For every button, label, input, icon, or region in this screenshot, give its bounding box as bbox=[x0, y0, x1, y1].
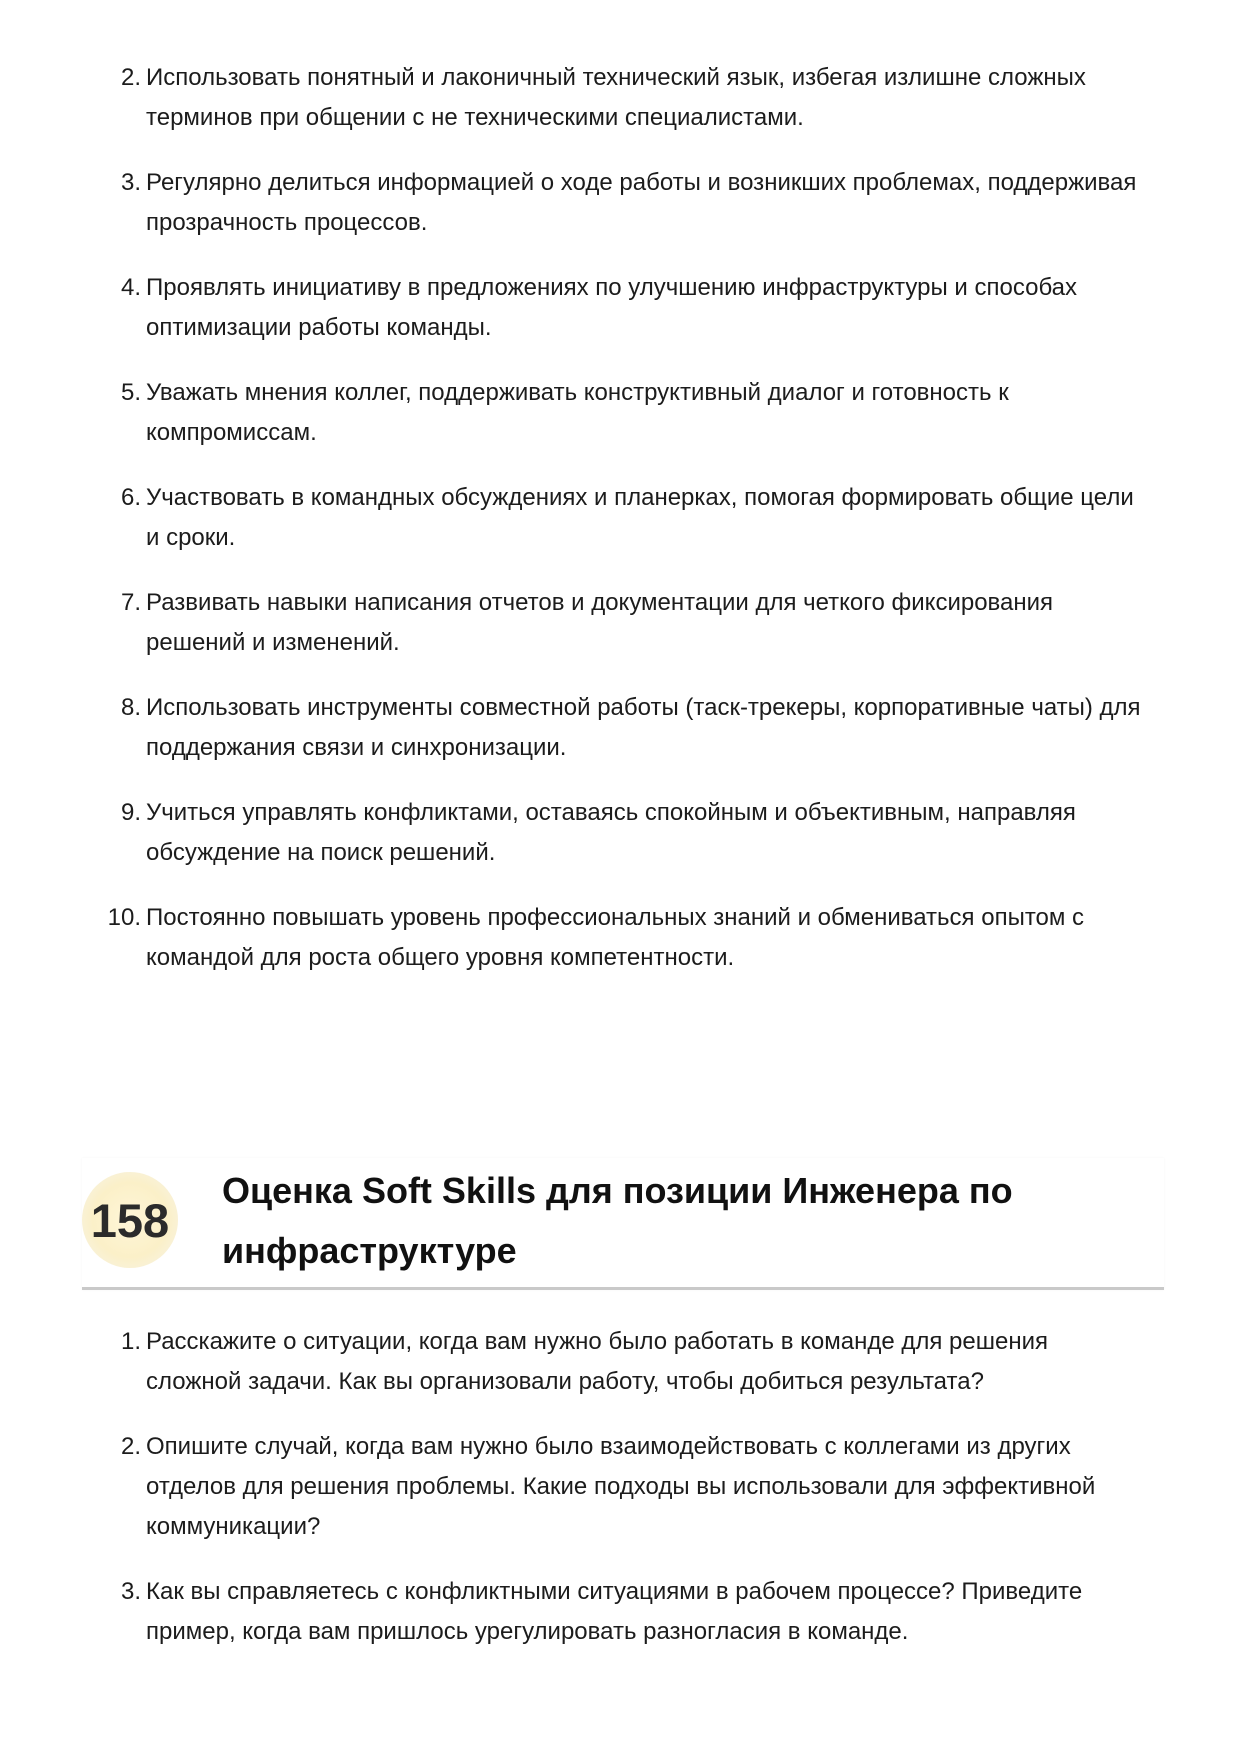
list-item bbox=[0, 163, 1146, 243]
list-item-number: 4. bbox=[120, 274, 141, 301]
list-item-text: Опишите случай, когда вам нужно было взаимодействовать с коллегами из других отделов для решения проблемы. Какие подходы вы использовали для эффективной коммуникации? bbox=[146, 1433, 1096, 1540]
list-item-text: Использовать инструменты совместной работы (таск-трекеры, корпоративные чаты) для поддержания связи и синхронизации. bbox=[146, 694, 1141, 761]
list-item-number: 9. bbox=[120, 799, 141, 826]
list-item-number: 5. bbox=[120, 379, 141, 406]
list-item-number: 2. bbox=[120, 1433, 141, 1460]
list-item bbox=[0, 688, 1146, 768]
list-item-number: 3. bbox=[120, 1578, 141, 1605]
section-divider bbox=[82, 1287, 1164, 1290]
list-item bbox=[0, 898, 1146, 978]
list-item bbox=[0, 373, 1146, 453]
section-number-badge: 158 bbox=[82, 1172, 178, 1268]
list-item bbox=[0, 1572, 1146, 1652]
list-item bbox=[0, 268, 1146, 348]
list-item-text: Регулярно делиться информацией о ходе работы и возникших проблемах, поддерживая прозрачность процессов. bbox=[146, 169, 1137, 236]
list-item-text: Развивать навыки написания отчетов и документации для четкого фиксирования решений и изменений. bbox=[146, 589, 1054, 656]
top-numbered-list bbox=[0, 58, 1146, 1003]
list-item-text: Как вы справляетесь с конфликтными ситуациями в рабочем процессе? Приведите пример, когда вам пришлось урегулировать разногласия в команде. bbox=[146, 1578, 1083, 1645]
list-item bbox=[0, 478, 1146, 558]
list-item-number: 6. bbox=[120, 484, 141, 511]
list-item-text: Участвовать в командных обсуждениях и планерках, помогая формировать общие цели и сроки. bbox=[146, 484, 1134, 551]
list-item-number: 3. bbox=[120, 169, 141, 196]
list-item-text: Уважать мнения коллег, поддерживать конструктивный диалог и готовность к компромиссам. bbox=[146, 379, 1009, 446]
list-item-number: 10. bbox=[107, 904, 141, 931]
list-item bbox=[0, 793, 1146, 873]
list-item bbox=[0, 58, 1146, 138]
list-item-number: 8. bbox=[120, 694, 141, 721]
section-header bbox=[82, 1158, 1164, 1290]
list-item-text: Использовать понятный и лаконичный технический язык, избегая излишне сложных терминов при общении с не техническими специалистами. bbox=[146, 64, 1086, 131]
list-item-number: 1. bbox=[120, 1328, 141, 1355]
list-item-text: Постоянно повышать уровень профессиональных знаний и обмениваться опытом с командой для роста общего уровня компетентности. bbox=[146, 904, 1085, 971]
list-item-text: Учиться управлять конфликтами, оставаясь спокойным и объективным, направляя обсуждение на поиск решений. bbox=[146, 799, 1076, 866]
list-item bbox=[0, 583, 1146, 663]
section-title: Оценка Soft Skills для позиции Инженера по инфраструктуре bbox=[222, 1170, 1013, 1271]
list-item-number: 7. bbox=[120, 589, 141, 616]
list-item-text: Расскажите о ситуации, когда вам нужно было работать в команде для решения сложной задачи. Как вы организовали работу, чтобы добиться результата? bbox=[146, 1328, 1048, 1395]
list-item-text: Проявлять инициативу в предложениях по улучшению инфраструктуры и способах оптимизации работы команды. bbox=[146, 274, 1077, 341]
list-item bbox=[0, 1427, 1146, 1547]
bottom-numbered-list bbox=[0, 1322, 1146, 1677]
list-item-number: 2. bbox=[120, 64, 141, 91]
list-item bbox=[0, 1322, 1146, 1402]
